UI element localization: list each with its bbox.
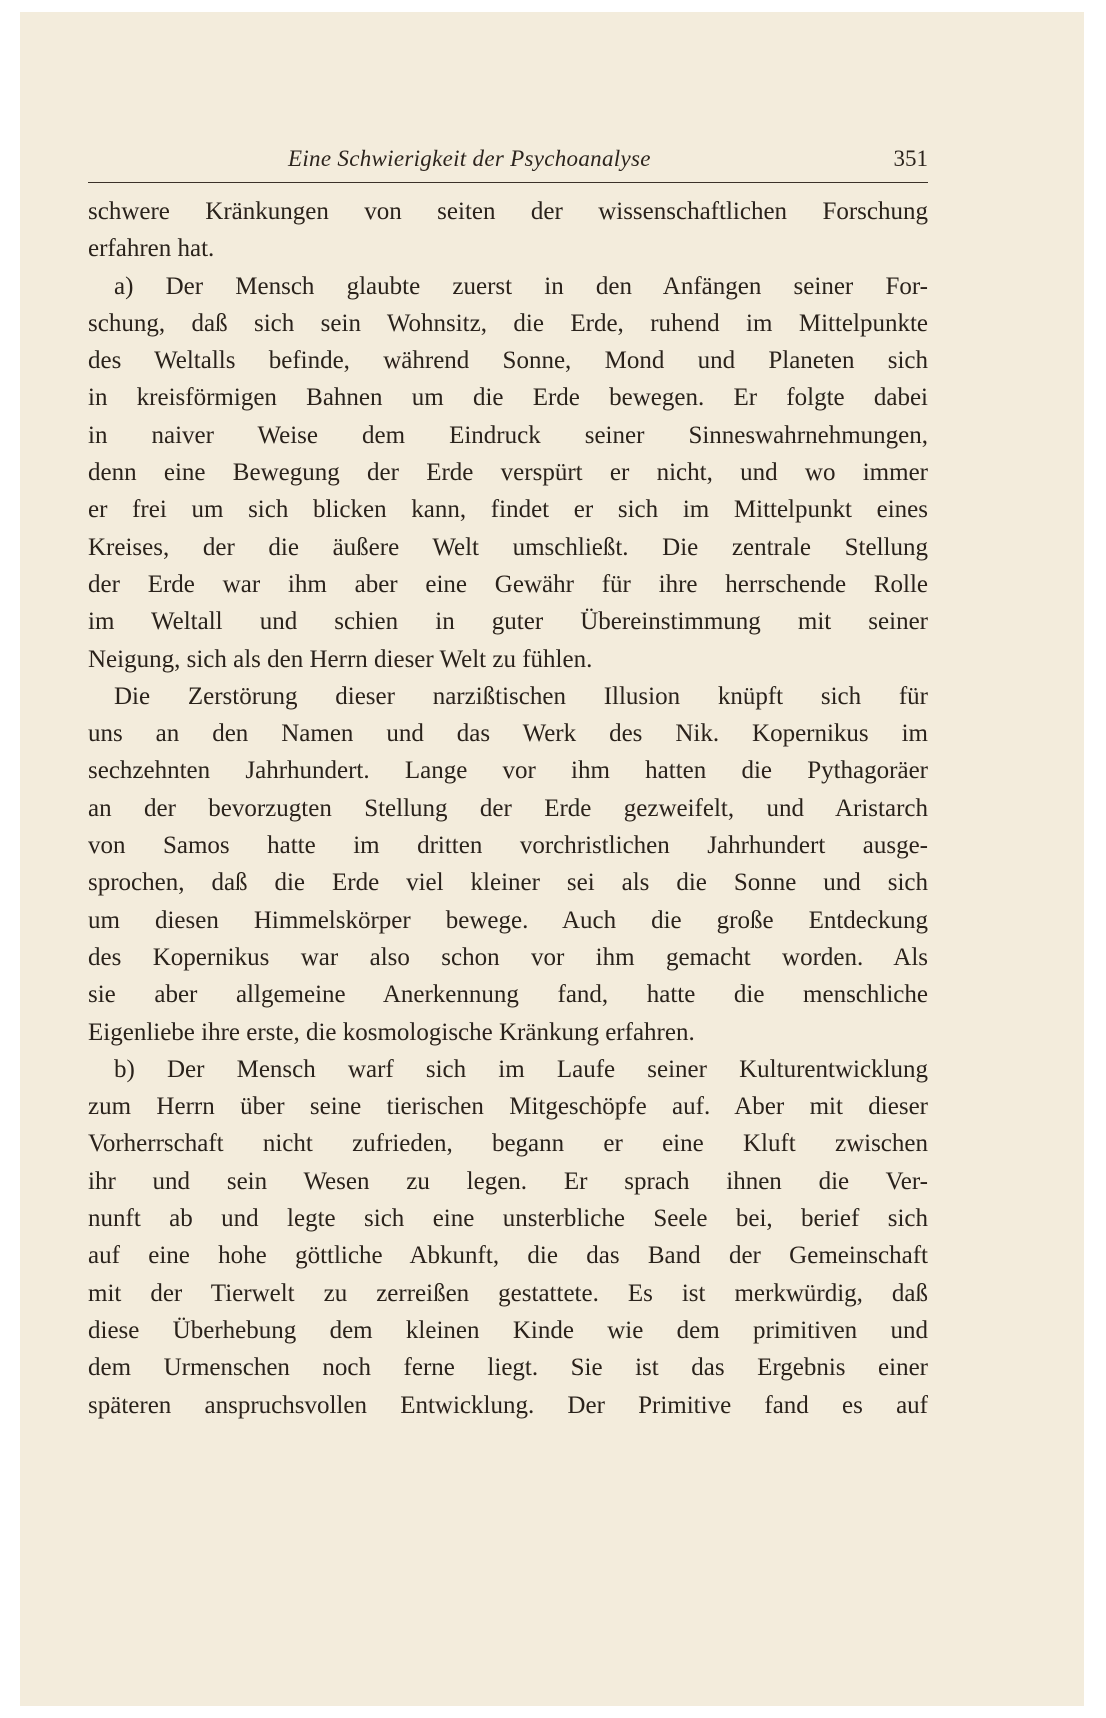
text-line: uns an den Namen und das Werk des Nik. Kopernikus im [88,720,928,748]
page-number: 351 [893,146,928,171]
text-line: in naiver Weise dem Eindruck seiner Sinneswahrnehmungen, [88,421,928,449]
text-line: zum Herrn über seine tierischen Mitgeschöpfe auf. Aber mit dieser [88,1093,928,1121]
text-line: des Kopernikus war also schon vor ihm gemacht worden. Als [88,943,928,971]
text-line: schwere Kränkungen von seiten der wissenschaftlichen Forschung [88,198,928,225]
text-line: Die Zerstörung dieser narzißtischen Illusion knüpft sich für [114,682,928,710]
text-line: im Weltall und schien in guter Übereinstimmung mit seiner [88,608,928,636]
text-line: denn eine Bewegung der Erde verspürt er nicht, und wo immer [88,459,928,487]
text-line: mit der Tierwelt zu zerreißen gestattete. Es ist merkwürdig, daß [88,1279,928,1307]
text-line: Kreises, der die äußere Welt umschließt. Die zentrale Stellung [88,533,928,561]
text-line: in kreisförmigen Bahnen um die Erde bewegen. Er folgte dabei [88,384,928,412]
text-line: b) Der Mensch warf sich im Laufe seiner Kulturentwicklung [114,1055,928,1083]
text-line: sprochen, daß die Erde viel kleiner sei als die Sonne und sich [88,869,928,897]
text-line: dem Urmenschen noch ferne liegt. Sie ist das Ergebnis einer [88,1354,928,1382]
text-line: der Erde war ihm aber eine Gewähr für ihre herrschende Rolle [88,570,928,598]
text-line: ihr und sein Wesen zu legen. Er sprach ihnen die Ver- [88,1167,928,1195]
text-line: erfahren hat. [88,235,215,263]
text-line: auf eine hohe göttliche Abkunft, die das Band der Gemeinschaft [88,1242,928,1270]
body-text [88,193,928,1424]
running-header [88,142,928,183]
book-page [20,12,1084,1706]
text-line: a) Der Mensch glaubte zuerst in den Anfängen seiner For- [114,272,928,300]
text-line: sechzehnten Jahrhundert. Lange vor ihm hatten die Pythagoräer [88,757,928,785]
text-line: Vorherrschaft nicht zufrieden, begann er eine Kluft zwischen [88,1130,928,1158]
text-line: um diesen Himmelskörper bewege. Auch die große Entdeckung [88,906,928,934]
text-line: von Samos hatte im dritten vorchristlichen Jahrhundert ausge- [88,832,928,860]
text-line: Eigenliebe ihre erste, die kosmologische Kränkung erfahren. [88,1018,695,1046]
text-line: späteren anspruchsvollen Entwicklung. Der Primitive fand es auf [88,1391,928,1419]
text-line: an der bevorzugten Stellung der Erde gezweifelt, und Aristarch [88,794,928,822]
header-title: Eine Schwierigkeit der Psychoanalyse [288,146,651,171]
text-line: Neigung, sich als den Herrn dieser Welt zu fühlen. [88,645,593,673]
text-line: diese Überhebung dem kleinen Kinde wie dem primitiven und [88,1316,928,1344]
text-line: sie aber allgemeine Anerkennung fand, hatte die menschliche [88,981,928,1009]
text-line: schung, daß sich sein Wohnsitz, die Erde, ruhend im Mittelpunkte [88,309,928,337]
text-line: er frei um sich blicken kann, findet er sich im Mittelpunkt eines [88,496,928,524]
text-line: des Weltalls befinde, während Sonne, Mond und Planeten sich [88,347,928,375]
text-line: nunft ab und legte sich eine unsterbliche Seele bei, berief sich [88,1205,928,1233]
